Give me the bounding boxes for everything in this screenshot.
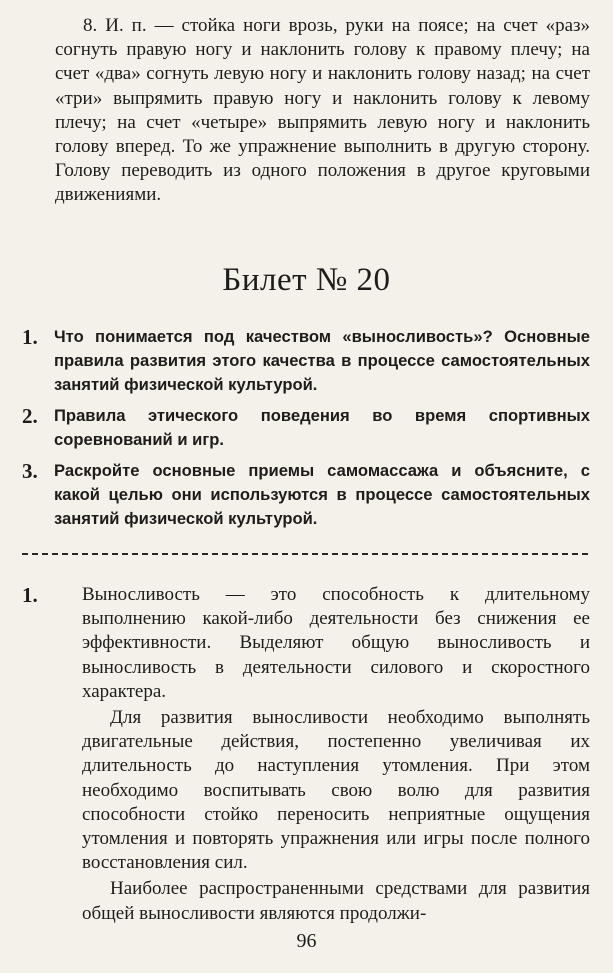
ticket-title: Билет № 20 <box>222 262 391 298</box>
question-item <box>22 325 590 397</box>
question-text: Что понимается под качеством «выносливость»? Основные правила развития этого качества в процессе самостоятельных занятий физической культурой. <box>54 327 590 394</box>
question-item <box>22 404 590 452</box>
answer-paragraph: Выносливость — это способность к длительному выполнению какой-либо деятельности без снижения ее эффективности. Выделяют общую выносливость и выносливость в деятельности силового и скоростного характера. <box>82 584 590 702</box>
question-list <box>22 325 590 538</box>
question-number: 2. <box>22 404 38 428</box>
page-number: 96 <box>296 930 317 952</box>
exercise-text: И. п. — стойка ноги врозь, руки на поясе; на счет «раз» согнуть правую ногу и наклонить голову к правому плечу; на счет «два» согнуть левую ногу и наклонить голову назад; на счет «три» выпрямить правую ногу и наклонить голову к левому плечу; на счет «четыре» выпрямить левую ногу и наклонить голову вперед. То же упражнение выполнить в другую сторону. Голову переводить из одного положения в другое круговыми движениями. <box>55 15 591 206</box>
answer-number: 1. <box>22 583 38 607</box>
exercise-paragraph <box>55 14 590 208</box>
answer-section <box>22 583 590 926</box>
answer-paragraph: Для развития выносливости необходимо выполнять двигательные действия, постепенно увеличивая их длительность до наступления утомления. При этом необходимо воспитывать свою волю для развития способности стойко переносить неприятные ощущения утомления и повторять упражнения или игры после полного восстановления сил. <box>82 707 590 874</box>
question-text: Раскройте основные приемы самомассажа и объясните, с какой целью они используются в процессе самостоятельных занятий физической культурой. <box>54 461 590 528</box>
question-number: 1. <box>22 325 38 349</box>
answer-first-row <box>22 583 590 704</box>
exercise-number: 8. <box>83 15 98 36</box>
question-number: 3. <box>22 459 38 483</box>
answer-paragraph: Наиболее распространенными средствами для развития общей выносливости являются продолжи- <box>82 878 590 924</box>
dashed-separator <box>22 553 588 555</box>
question-item <box>22 459 590 531</box>
question-text: Правила этического поведения во время спортивных соревнований и игр. <box>54 406 590 449</box>
